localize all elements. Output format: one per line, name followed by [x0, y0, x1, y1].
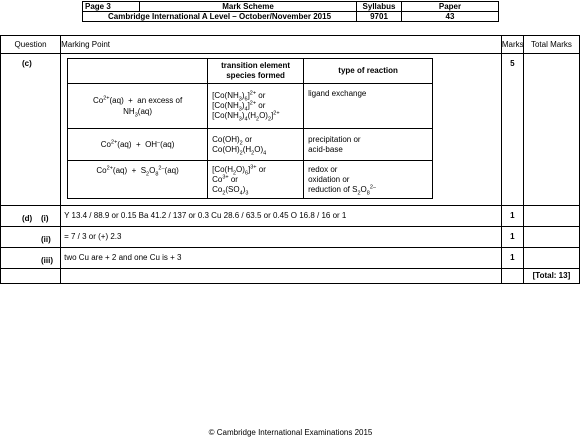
total-cell [523, 248, 579, 269]
empty-cell [1, 269, 61, 284]
sub-part-label: (i) [41, 214, 49, 223]
reactants-header [68, 59, 208, 84]
mark-scheme-table [0, 35, 580, 284]
marks-d-ii: 1 [501, 227, 523, 248]
part-c-label: (c) [22, 59, 32, 68]
syllabus-code: 9701 [357, 12, 402, 22]
total-marks-value: [Total: 13] [523, 269, 579, 284]
species-cell: $[Co(H_2O)_6]^{3+}$ or $Co^{3+}$ or $Co_2(SO_4)_3$ [208, 161, 304, 199]
total-row [1, 269, 580, 284]
question-cell-c [1, 54, 61, 206]
reaction-table-header [68, 59, 433, 84]
reaction-type-header: type of reaction [304, 59, 433, 84]
sub-part-label: (iii) [41, 256, 53, 265]
paper-label: Paper [402, 2, 499, 12]
part-c-total [523, 54, 579, 206]
marking-point-d-ii: = 7 / 3 or (+) 2.3 [61, 227, 502, 248]
paper-code: 43 [402, 12, 499, 22]
part-d-ii-row [1, 227, 580, 248]
reactants-cell: $Co^{2+}(aq) + S_2O_8^{2-}(aq)$ [68, 161, 208, 199]
question-cell-d-ii [1, 227, 61, 248]
reaction-type-cell: ligand exchange [304, 84, 433, 129]
reaction-table [67, 58, 433, 199]
marks-header: Marks [501, 36, 523, 54]
total-marks-header: Total Marks [523, 36, 579, 54]
header-table [82, 1, 499, 22]
empty-cell [501, 269, 523, 284]
sub-part-label: (ii) [41, 235, 51, 244]
species-cell: $Co(OH)_2$ or $Co(OH)_2(H_2O)_4$ [208, 129, 304, 161]
part-d-i-row [1, 206, 580, 227]
question-header: Question [1, 36, 61, 54]
part-c-row [1, 54, 580, 206]
scheme-title: Mark Scheme [140, 2, 357, 12]
total-cell [523, 227, 579, 248]
marks-d-i: 1 [501, 206, 523, 227]
part-c-marks: 5 [501, 54, 523, 206]
reaction-row-1 [68, 84, 433, 129]
copyright-footer: © Cambridge International Examinations 2015 [208, 428, 373, 437]
part-d-label: (d) [22, 214, 33, 223]
reactants-cell: $Co^{2+}(aq) + OH^-(aq)$ [68, 129, 208, 161]
part-d-iii-row [1, 248, 580, 269]
species-header: transition element species formed [208, 59, 304, 84]
empty-cell [61, 269, 502, 284]
page-number: Page 3 [83, 2, 140, 12]
marks-d-iii: 1 [501, 248, 523, 269]
marking-point-d-i: Y 13.4 / 88.9 or 0.15 Ba 41.2 / 137 or 0.3 Cu 28.6 / 63.5 or 0.45 O 16.8 / 16 or 1 [61, 206, 502, 227]
reactants-cell: $Co^{2+}(aq)$ + an excess of $NH_3(aq)$ [68, 84, 208, 129]
column-header-row [1, 36, 580, 54]
exam-title: Cambridge International A Level – October/November 2015 [83, 12, 357, 22]
reaction-type-cell: precipitation or acid-base [304, 129, 433, 161]
question-cell-d-iii [1, 248, 61, 269]
marking-point-d-iii: two Cu are + 2 and one Cu is + 3 [61, 248, 502, 269]
marking-point-header: Marking Point [61, 36, 502, 54]
question-cell-d-i [1, 206, 61, 227]
species-cell: $[Co(NH_3)_6]^{2+}$ or $[Co(NH_3)_4]^{2+}$ or $[Co(NH_3)_4(H_2O)_2]^{2+}$ [208, 84, 304, 129]
reaction-type-cell: redox or oxidation or reduction of $S_2O_8^{2-}$ [304, 161, 433, 199]
part-c-marking-point [61, 54, 502, 206]
total-cell [523, 206, 579, 227]
reaction-row-2 [68, 129, 433, 161]
syllabus-label: Syllabus [357, 2, 402, 12]
reaction-row-3 [68, 161, 433, 199]
